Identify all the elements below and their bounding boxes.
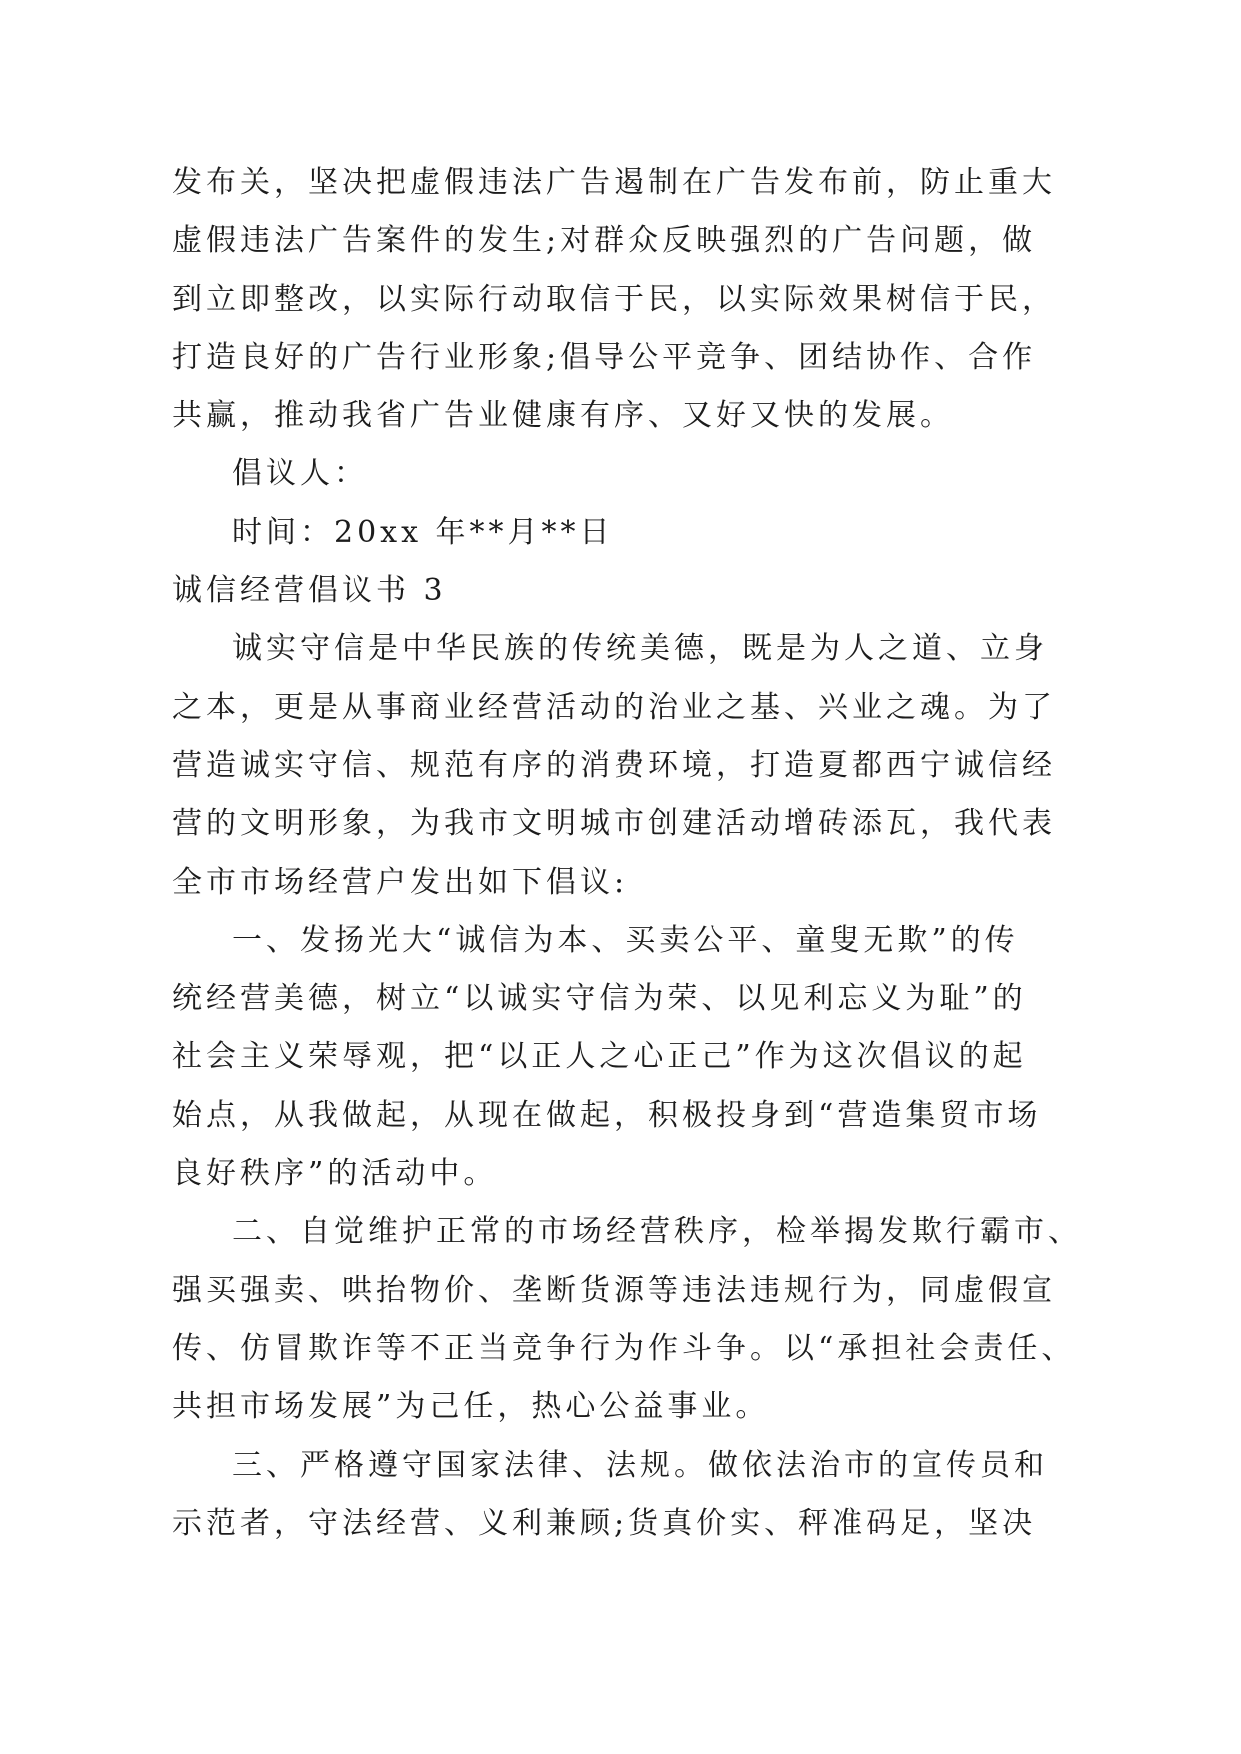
intro-paragraph [172,620,1172,911]
text-line: 发布关，坚决把虚假违法广告遏制在广告发布前，防止重大 [172,165,1056,200]
text-line: 良好秩序”的活动中。 [172,1156,498,1192]
text-line: 营造诚实守信、规范有序的消费环境，打造夏都西宁诚信经 [172,747,1056,783]
proposal-item-3 [172,1437,1172,1554]
text-line: 全市市场经营户发出如下倡议: [172,864,629,900]
date-line: 时间：20xx 年**月**日 [232,514,614,550]
section-title: 诚信经营倡议书 3 [172,573,447,609]
signature-block [172,445,1172,562]
text-line: 始点，从我做起，从现在做起，积极投身到“营造集贸市场 [172,1097,1042,1133]
document-body [172,154,1172,1553]
continued-paragraph [172,154,1172,445]
text-line: 二、自觉维护正常的市场经营秩序，检举揭发欺行霸市、 [232,1214,1082,1250]
text-line: 共担市场发展”为己任，热心公益事业。 [172,1389,770,1425]
text-line: 诚实守信是中华民族的传统美德，既是为人之道、立身 [232,631,1048,667]
text-line: 三、严格遵守国家法律、法规。做依法治市的宣传员和 [232,1447,1048,1483]
text-line: 社会主义荣辱观，把“以正人之心正己”作为这次倡议的起 [172,1039,1027,1075]
text-line: 示范者，守法经营、义利兼顾;货真价实、秤准码足，坚决 [172,1505,1037,1541]
text-line: 传、仿冒欺诈等不正当竞争行为作斗争。以“承担社会责任、 [172,1330,1076,1366]
text-line: 虚假违法广告案件的发生;对群众反映强烈的广告问题，做 [172,223,1037,259]
proposal-item-2 [172,1203,1172,1436]
text-line: 到立即整改，以实际行动取信于民，以实际效果树信于民， [172,281,1056,317]
text-line: 统经营美德，树立“以诚实守信为荣、以见利忘义为耻”的 [172,981,1027,1017]
proposer-label: 倡议人： [232,456,368,492]
text-line: 强买强卖、哄抬物价、垄断货源等违法违规行为，同虚假宣 [172,1272,1056,1308]
text-line: 打造良好的广告行业形象;倡导公平竞争、团结协作、合作 [172,339,1037,375]
proposal-item-1 [172,912,1172,1203]
text-line: 一、发扬光大“诚信为本、买卖公平、童叟无欺”的传 [232,922,1019,958]
text-line: 之本，更是从事商业经营活动的治业之基、兴业之魂。为了 [172,689,1056,725]
text-line: 营的文明形象，为我市文明城市创建活动增砖添瓦，我代表 [172,806,1056,842]
text-line: 共赢，推动我省广告业健康有序、又好又快的发展。 [172,398,954,434]
